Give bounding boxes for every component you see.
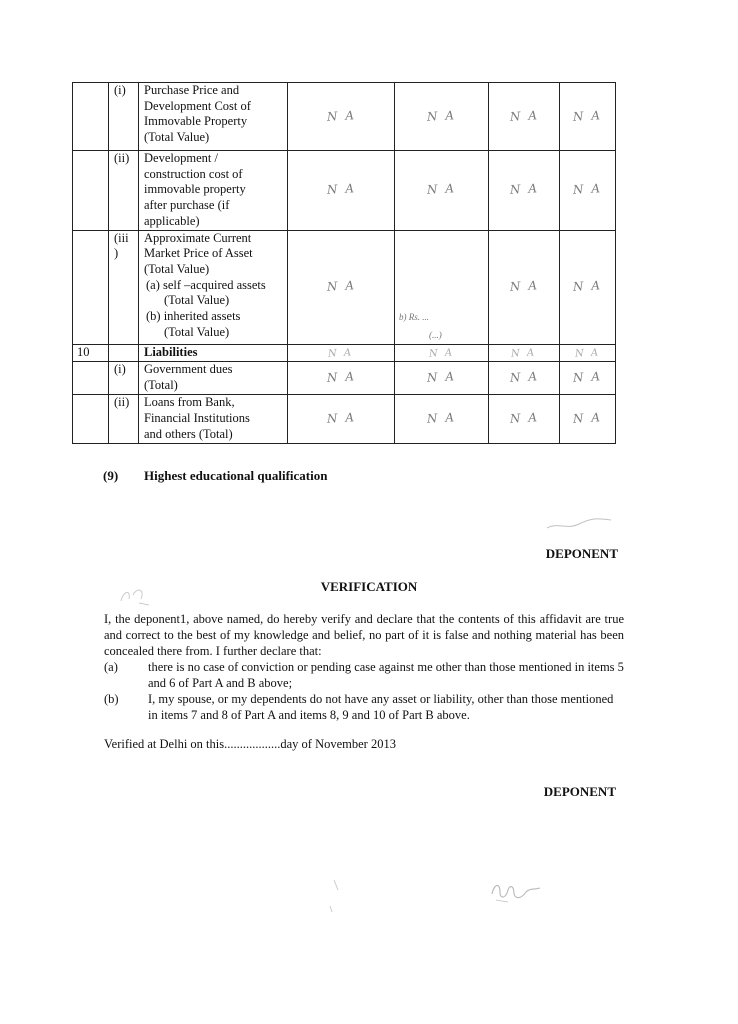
handwritten-value: N A [574, 346, 601, 360]
handwritten-value-cell [560, 83, 616, 151]
handwritten-value: N A [509, 410, 539, 427]
handwritten-value-cell [288, 395, 395, 444]
handwritten-value: N A [572, 410, 603, 427]
handwritten-value-cell [560, 344, 616, 362]
handwritten-note: (...) [429, 329, 442, 340]
declaration-item-b [104, 691, 624, 723]
handwritten-value: N A [572, 107, 603, 124]
question-9 [103, 468, 327, 484]
handwritten-value: N A [572, 278, 603, 294]
item-number [73, 83, 109, 151]
verified-at-line: Verified at Delhi on this..................day of November 2013 [104, 737, 396, 751]
handwritten-value: N A [572, 181, 603, 198]
table-row [73, 395, 616, 444]
handwritten-value-cell [489, 395, 560, 444]
handwritten-value-cell [395, 362, 489, 395]
handwritten-value-cell [288, 362, 395, 395]
description-line: (Total) [144, 377, 178, 392]
handwritten-value-cell [288, 230, 395, 344]
handwritten-value-cell [489, 83, 560, 151]
description-line: Government dues [144, 362, 233, 377]
faint-mark [326, 876, 346, 916]
handwritten-value: N A [328, 346, 354, 360]
handwritten-value-cell [560, 362, 616, 395]
description-line: Immovable Property [144, 114, 248, 129]
handwritten-value: N A [428, 346, 455, 360]
table-row [73, 344, 616, 362]
signature [488, 876, 544, 906]
description-line: after purchase (if [144, 198, 230, 213]
declaration-item-a [104, 659, 624, 691]
description-line: Development / [144, 151, 218, 165]
handwritten-value: N A [426, 410, 457, 427]
item-number [73, 362, 109, 395]
description-line: Loans from Bank, [144, 395, 235, 410]
verification-paragraph: I, the deponent1, above named, do hereby verify and declare that the contents of this affidavit are true and correct to the best of my knowledge and belief, no part of it is false and nothing material has been concealed there from. I further declare that: [104, 612, 624, 658]
item-description [139, 395, 288, 444]
table-row [73, 83, 616, 151]
declaration-item-text: I, my spouse, or my dependents do not have any asset or liability, other than those mentioned in items 7 and 8 of Part A and items 8, 9 and 10 of Part B above. [148, 692, 614, 722]
handwritten-value-cell [395, 151, 489, 231]
sub-item-number [109, 344, 139, 362]
handwritten-value-cell [288, 83, 395, 151]
handwritten-value-cell [560, 395, 616, 444]
description-line: applicable) [144, 213, 200, 228]
description-line: (Total Value) [144, 130, 210, 145]
declaration-item-label: (a) [104, 660, 118, 674]
question-9-text: Highest educational qualification [144, 468, 328, 483]
description-line: (Total Value) [144, 261, 210, 276]
description-line: construction cost of [144, 166, 243, 181]
handwritten-value: N A [426, 369, 457, 386]
description-line: Purchase Price and [144, 83, 240, 97]
handwritten-value-cell [560, 151, 616, 231]
handwritten-value: N A [509, 278, 539, 294]
handwritten-value: N A [509, 181, 539, 198]
handwritten-value-cell [395, 395, 489, 444]
item-description [139, 344, 288, 362]
table-row [73, 151, 616, 231]
item-number [73, 230, 109, 344]
handwritten-value-cell [395, 230, 489, 344]
sub-item-number: (i) [109, 362, 139, 395]
handwritten-value: N A [509, 369, 539, 386]
handwritten-value-cell [489, 362, 560, 395]
deponent-label: DEPONENT [543, 784, 616, 799]
declaration-item-label: (b) [104, 692, 119, 706]
handwritten-value: N A [511, 346, 537, 360]
faint-signature-mark [545, 512, 615, 534]
description-line: Market Price of Asset [144, 246, 253, 261]
sub-item-number: (ii) [109, 395, 139, 444]
description-line: (a) self –acquired assets [146, 277, 266, 292]
handwritten-value-cell [489, 230, 560, 344]
handwritten-value: N A [326, 410, 356, 427]
description-line: immovable property [144, 182, 246, 197]
handwritten-value-cell [395, 83, 489, 151]
item-description [139, 230, 288, 344]
item-number [73, 395, 109, 444]
item-description [139, 83, 288, 151]
declaration-item-text: there is no case of conviction or pending case against me other than those mentioned in items 5 and 6 of Part A and B above; [148, 660, 624, 690]
description-line: and others (Total) [144, 426, 233, 441]
handwritten-value-cell [288, 151, 395, 231]
handwritten-note: b) Rs. ... [399, 312, 429, 323]
description-line: (Total Value) [164, 293, 230, 308]
handwritten-value: N A [326, 278, 356, 294]
handwritten-value-cell [288, 344, 395, 362]
handwritten-value: N A [426, 181, 457, 198]
table-row [73, 230, 616, 344]
question-9-number: (9) [103, 468, 119, 483]
description-line: (b) inherited assets [146, 309, 241, 324]
handwritten-value-cell [489, 151, 560, 231]
deponent-label: DEPONENT [545, 546, 618, 561]
table-row [73, 362, 616, 395]
sub-item-number: (ii) [109, 151, 139, 231]
sub-item-number: (i) [109, 83, 139, 151]
handwritten-value: N A [326, 369, 356, 386]
handwritten-value: N A [326, 107, 356, 124]
description-line: Approximate Current [144, 230, 252, 245]
description-line: Liabilities [144, 344, 198, 359]
handwritten-value: N A [572, 369, 603, 386]
item-number [73, 151, 109, 231]
description-line: Financial Institutions [144, 410, 250, 425]
handwritten-value: N A [326, 181, 356, 198]
handwritten-value: N A [509, 107, 539, 124]
assets-liabilities-table [72, 82, 616, 444]
handwritten-value-cell [489, 344, 560, 362]
handwritten-value-cell [395, 344, 489, 362]
handwritten-value-cell [560, 230, 616, 344]
item-description [139, 151, 288, 231]
item-number: 10 [73, 344, 109, 362]
handwritten-value: N A [426, 107, 457, 124]
verification-body [104, 611, 624, 723]
verification-title: VERIFICATION [320, 579, 418, 594]
item-description [139, 362, 288, 395]
description-line: Development Cost of [144, 98, 251, 113]
description-line: (Total Value) [164, 324, 230, 339]
sub-item-number: (iii ) [109, 230, 139, 344]
